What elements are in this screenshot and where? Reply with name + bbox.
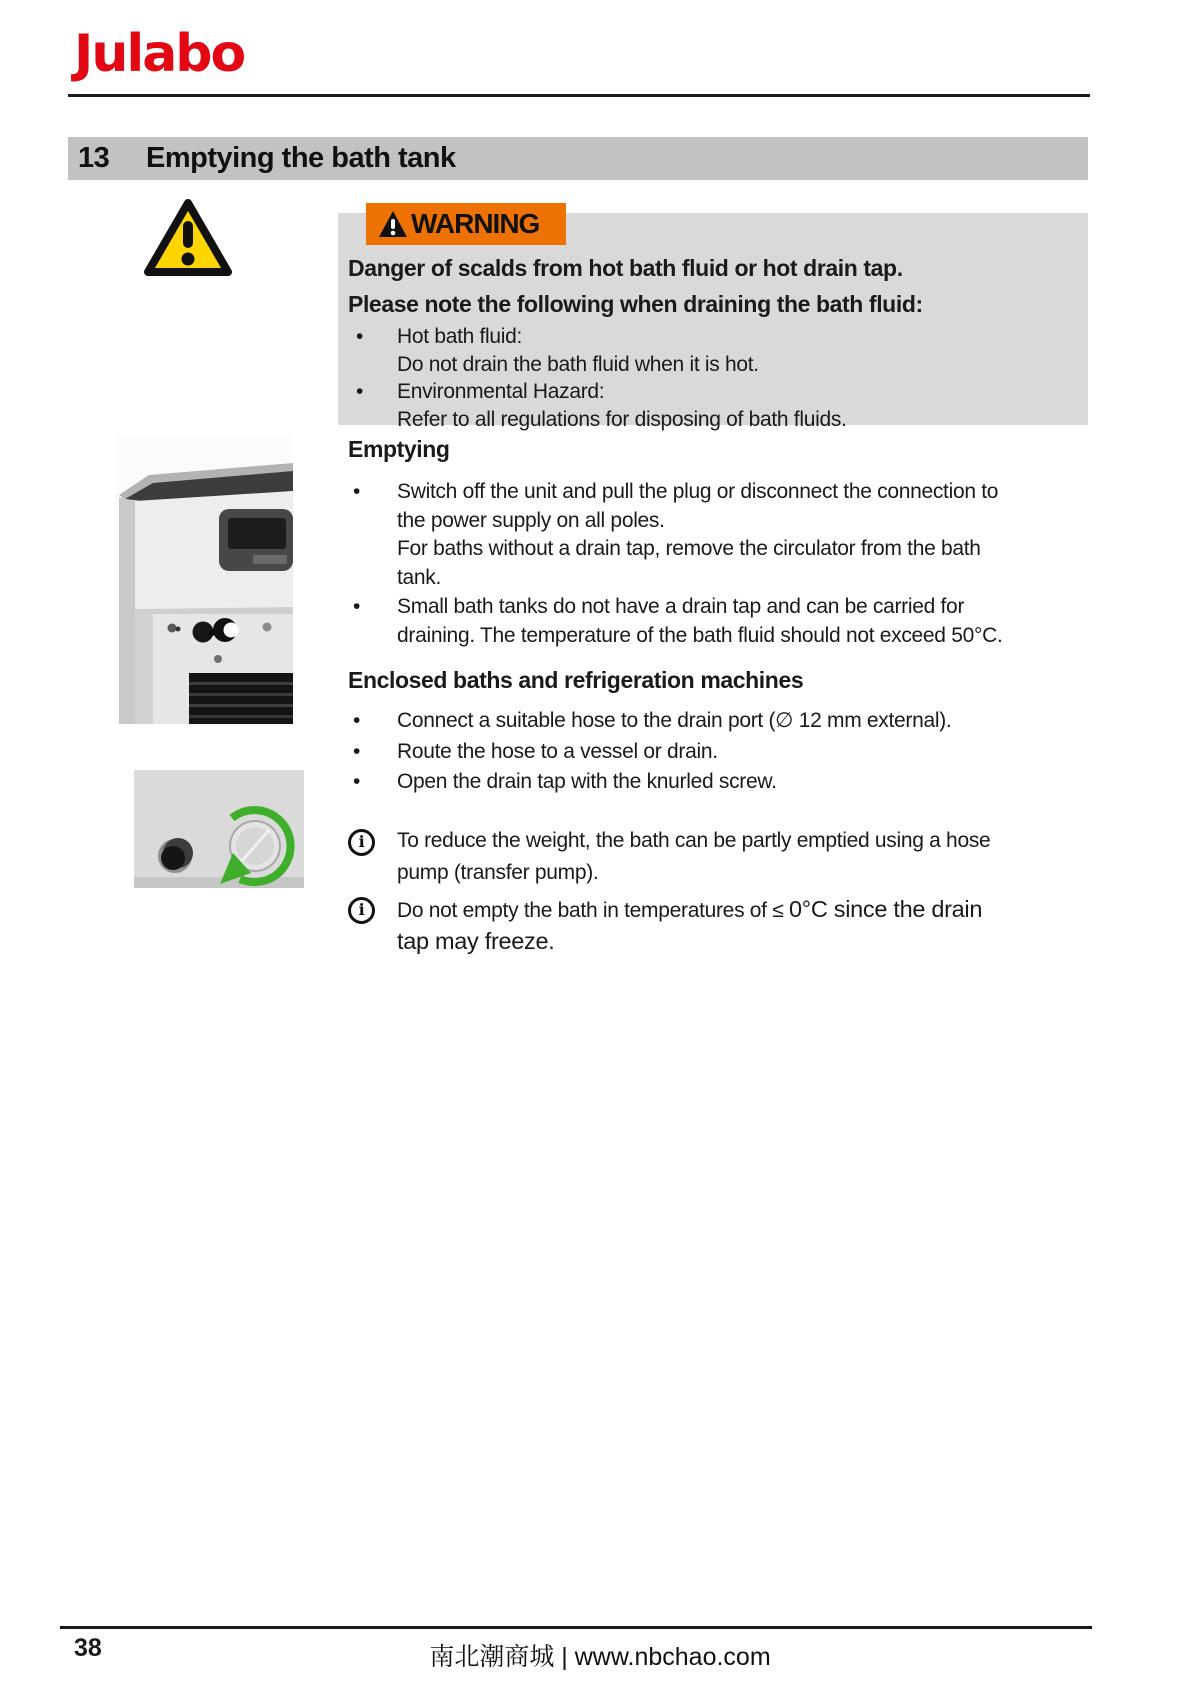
list-item-text: Small bath tanks do not have a drain tap and can be carried for draining. The temperature of the bath fluid should not exceed 50°C.	[397, 595, 1003, 647]
bullet-dot: •	[353, 709, 361, 732]
list-item-text: Route the hose to a vessel or drain.	[397, 739, 718, 763]
bullet-dot: •	[353, 739, 361, 763]
section-title: Emptying the bath tank	[146, 142, 456, 174]
circulator-photo	[115, 437, 293, 724]
warning-banner	[366, 203, 566, 245]
main-text-column	[348, 436, 1003, 958]
warning-bullet-detail: Do not drain the bath fluid when it is hot.	[397, 352, 759, 376]
warning-bullet	[348, 378, 1076, 433]
section-header-bar	[68, 137, 1088, 180]
list-item	[348, 478, 1003, 592]
bullet-dot: •	[353, 770, 361, 793]
warning-subtitle: Please note the following when draining the bath fluid:	[348, 291, 923, 317]
emptying-heading: Emptying	[348, 436, 450, 462]
warning-banner-label: WARNING	[411, 208, 540, 239]
julabo-logo: Julabo	[74, 24, 245, 84]
warning-bullet	[348, 323, 1076, 378]
bullet-dot: •	[353, 480, 361, 503]
section-number: 13	[78, 142, 110, 174]
warning-bullet-title: Hot bath fluid:	[397, 325, 523, 348]
header-divider	[68, 94, 1090, 97]
warning-triangle-icon	[142, 196, 234, 285]
drain-port-photo	[134, 770, 304, 888]
list-item	[348, 593, 1003, 650]
list-item-text: For baths without a drain tap, remove the circulator from the bath tank.	[397, 537, 981, 589]
list-item-text: Switch off the unit and pull the plug or disconnect the connection to the power supply on all poles.	[397, 480, 999, 532]
enclosed-heading: Enclosed baths and refrigeration machines	[348, 667, 804, 693]
note-text-large: 0°C since the drain tap may freeze.	[397, 895, 983, 954]
bullet-dot: •	[353, 595, 361, 618]
note-text: Do not empty the bath in temperatures of ≤	[397, 898, 790, 922]
warning-title: Danger of scalds from hot bath fluid or hot drain tap.	[348, 255, 903, 281]
page-number: 38	[74, 1634, 102, 1662]
warning-bullet-detail: Refer to all regulations for disposing of bath fluids.	[397, 407, 847, 431]
list-item-text: Connect a suitable hose to the drain port (∅ 12 mm external).	[397, 709, 952, 732]
list-item	[348, 706, 1003, 736]
info-icon: i	[348, 829, 375, 856]
warning-box	[338, 208, 1088, 431]
info-note	[348, 826, 1003, 888]
note-text: To reduce the weight, the bath can be partly emptied using a hose pump (transfer pump).	[397, 828, 991, 884]
warning-bullet-title: Environmental Hazard:	[397, 380, 605, 403]
footer-divider	[60, 1626, 1092, 1629]
footer-site-text: 南北潮商城 | www.nbchao.com	[429, 1643, 771, 1671]
info-note	[348, 894, 1003, 958]
list-item	[348, 737, 1003, 767]
list-item-text: Open the drain tap with the knurled screw.	[397, 770, 777, 793]
info-icon: i	[348, 897, 375, 924]
warning-banner-triangle-icon	[378, 210, 408, 238]
bullet-dot: •	[356, 325, 364, 348]
bullet-dot: •	[356, 380, 364, 403]
list-item	[348, 767, 1003, 797]
